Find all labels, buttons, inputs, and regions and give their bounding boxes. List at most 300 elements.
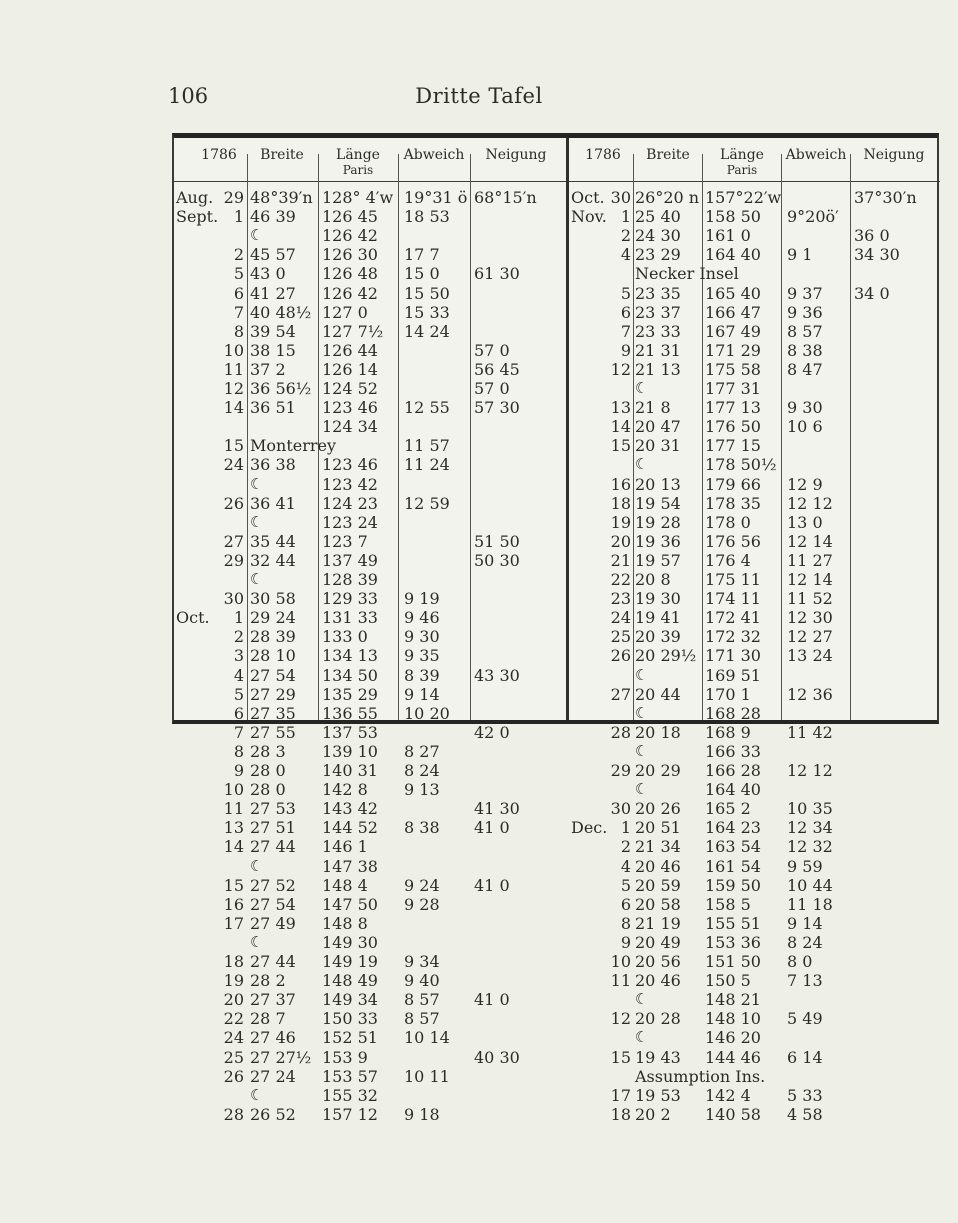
- table-row: [174, 207, 566, 227]
- cell-laenge: 153 36: [705, 932, 761, 952]
- cell-day: 8: [233, 321, 244, 341]
- table-row: [174, 1105, 566, 1125]
- cell-laenge: 126 42: [322, 226, 378, 246]
- col-header-breite: Breite: [646, 147, 690, 163]
- cell-laenge: 144 52: [322, 818, 378, 838]
- table-row: [174, 1028, 566, 1048]
- table-row: [174, 322, 566, 342]
- cell-day: 5: [233, 684, 244, 704]
- table-row: [569, 1105, 940, 1125]
- table-row: [569, 704, 940, 724]
- cell-breite: 19 41: [635, 608, 681, 628]
- table-row: [174, 360, 566, 380]
- cell-breite: 20 47: [635, 417, 681, 437]
- cell-day: 9: [620, 932, 631, 952]
- page-title: Dritte Tafel: [415, 84, 543, 108]
- table-row: [174, 646, 566, 666]
- cell-month: Sept.: [176, 207, 219, 227]
- table-row: [569, 857, 940, 877]
- table-row: [569, 264, 940, 284]
- table-row: [569, 341, 940, 361]
- table-row: [569, 455, 940, 475]
- cell-abweich: 9 34: [404, 952, 440, 971]
- table-row: [174, 494, 566, 514]
- cell-laenge: 166 47: [705, 302, 761, 322]
- cell-laenge: 123 7: [322, 531, 368, 551]
- cell-day: 13: [223, 818, 244, 838]
- cell-neigung: 43 30: [474, 665, 520, 685]
- cell-abweich: 9 30: [787, 398, 823, 418]
- cell-laenge: 174 11: [705, 589, 761, 609]
- cell-abweich: 10 35: [787, 799, 833, 819]
- cell-breite: 27 54: [250, 894, 296, 914]
- cell-neigung: 50 30: [474, 550, 520, 570]
- table-right-half: [566, 138, 940, 1124]
- data-table: [172, 133, 939, 1124]
- cell-abweich: 9 14: [404, 684, 440, 704]
- cell-laenge: 164 23: [705, 818, 761, 838]
- cell-breite: 19 43: [635, 1047, 681, 1067]
- cell-abweich: 9 28: [404, 894, 440, 914]
- cell-abweich: 13 0: [787, 512, 823, 532]
- cell-laenge: 175 58: [705, 359, 761, 379]
- cell-laenge: 169 51: [705, 665, 761, 685]
- cell-breite: 29 24: [250, 608, 296, 628]
- table-row: [569, 360, 940, 380]
- cell-breite: 27 27½: [250, 1047, 312, 1067]
- cell-abweich: 8 38: [787, 340, 823, 360]
- table-row: [174, 475, 566, 495]
- cell-abweich: 11 24: [404, 455, 450, 475]
- cell-laenge: 149 30: [322, 932, 378, 952]
- cell-breite: 27 52: [250, 875, 296, 895]
- cell-laenge: 139 10: [322, 741, 378, 761]
- cell-day: 11: [223, 799, 244, 819]
- col-header-abweich: Abweich: [785, 147, 847, 163]
- cell-abweich: 8 47: [787, 359, 823, 379]
- cell-abweich: 9 46: [404, 608, 440, 628]
- cell-laenge: 140 31: [322, 761, 378, 780]
- cell-day: 15: [610, 436, 631, 456]
- table-row: [174, 666, 566, 686]
- cell-day: 26: [610, 646, 631, 666]
- cell-laenge: 177 15: [705, 436, 761, 456]
- table-row: [174, 341, 566, 361]
- cell-breite: ☾: [635, 455, 649, 474]
- cell-abweich: 13 24: [787, 646, 833, 666]
- table-row: [569, 245, 940, 265]
- cell-abweich: 11 52: [787, 589, 833, 609]
- cell-breite: 27 24: [250, 1066, 296, 1086]
- cell-abweich: 6 14: [787, 1047, 823, 1067]
- cell-laenge: 172 41: [705, 608, 761, 628]
- cell-breite: ☾: [635, 990, 649, 1009]
- col-header-breite: Breite: [260, 147, 304, 163]
- cell-laenge: 127 0: [322, 302, 368, 322]
- cell-day: 6: [620, 894, 631, 914]
- table-row: [174, 417, 566, 437]
- table-row: [174, 1009, 566, 1029]
- cell-laenge: 176 4: [705, 550, 751, 570]
- cell-neigung: 41 0: [474, 875, 510, 895]
- cell-day: 29: [223, 188, 244, 207]
- cell-laenge: 126 14: [322, 359, 378, 379]
- cell-laenge: 150 33: [322, 1009, 378, 1029]
- cell-day: 17: [610, 1085, 631, 1105]
- cell-day: 30: [610, 799, 631, 819]
- table-row: [174, 436, 566, 456]
- table-row: [174, 761, 566, 781]
- cell-month: Aug.: [176, 188, 214, 207]
- cell-breite: ☾: [635, 703, 649, 722]
- cell-breite: 27 44: [250, 952, 296, 971]
- table-row: [174, 284, 566, 304]
- cell-laenge: 158 5: [705, 894, 751, 914]
- cell-abweich: 14 24: [404, 321, 450, 341]
- cell-laenge: 128° 4′w: [322, 188, 394, 207]
- paris-label: Paris: [726, 163, 758, 177]
- cell-neigung: 34 0: [854, 283, 890, 303]
- cell-breite: 27 37: [250, 990, 296, 1010]
- cell-breite: Assumption Ins.: [635, 1066, 766, 1086]
- cell-breite: 39 54: [250, 321, 296, 341]
- cell-laenge: 126 48: [322, 264, 378, 284]
- cell-abweich: 12 55: [404, 398, 450, 418]
- cell-laenge: 123 42: [322, 474, 378, 494]
- cell-abweich: 9 37: [787, 283, 823, 303]
- cell-day: 2: [620, 837, 631, 857]
- cell-abweich: 17 7: [404, 245, 440, 265]
- table-row: [569, 1067, 940, 1087]
- cell-laenge: 134 50: [322, 665, 378, 685]
- cell-breite: 32 44: [250, 550, 296, 570]
- table-row: [174, 627, 566, 647]
- cell-laenge: 157 12: [322, 1104, 378, 1124]
- table-row: [174, 532, 566, 552]
- cell-breite: 48°39′n: [250, 188, 313, 207]
- cell-breite: 20 59: [635, 875, 681, 895]
- cell-laenge: 177 31: [705, 379, 761, 398]
- cell-breite: ☾: [250, 570, 264, 588]
- table-left-half: [174, 138, 566, 1124]
- cell-day: 15: [223, 875, 244, 895]
- cell-laenge: 177 13: [705, 398, 761, 418]
- cell-day: 28: [223, 1104, 244, 1124]
- cell-breite: 19 30: [635, 589, 681, 609]
- cell-day: 1: [233, 608, 244, 628]
- cell-day: 10: [610, 952, 631, 971]
- table-row: [569, 436, 940, 456]
- cell-breite: ☾: [635, 665, 649, 684]
- cell-day: 18: [223, 952, 244, 971]
- cell-laenge: 148 21: [705, 990, 761, 1010]
- cell-day: 7: [233, 722, 244, 742]
- cell-laenge: 167 49: [705, 321, 761, 341]
- cell-laenge: 123 46: [322, 398, 378, 418]
- cell-abweich: 5 33: [787, 1085, 823, 1105]
- table-row: [569, 952, 940, 972]
- table-row: [569, 761, 940, 781]
- cell-laenge: 178 0: [705, 512, 751, 532]
- cell-day: 7: [233, 302, 244, 322]
- cell-laenge: 140 58: [705, 1104, 761, 1124]
- cell-breite: ☾: [250, 226, 264, 245]
- cell-abweich: 19°31 ö: [404, 188, 468, 207]
- table-row: [174, 551, 566, 571]
- cell-abweich: 12 12: [787, 493, 833, 513]
- table-row: [569, 1028, 940, 1048]
- cell-breite: 27 51: [250, 818, 296, 838]
- cell-laenge: 142 4: [705, 1085, 751, 1105]
- cell-day: 10: [223, 340, 244, 360]
- cell-day: 1: [620, 818, 631, 838]
- table-row: [174, 723, 566, 743]
- cell-laenge: 159 50: [705, 875, 761, 895]
- cell-laenge: 176 50: [705, 417, 761, 437]
- cell-day: 30: [223, 589, 244, 609]
- table-row: [174, 914, 566, 934]
- cell-laenge: 133 0: [322, 627, 368, 647]
- table-row: [569, 551, 940, 571]
- cell-day: 11: [610, 971, 631, 991]
- cell-abweich: 12 36: [787, 684, 833, 704]
- cell-breite: ☾: [250, 1085, 264, 1104]
- cell-breite: 28 2: [250, 971, 286, 991]
- cell-abweich: 9 35: [404, 646, 440, 666]
- cell-breite: 25 40: [635, 207, 681, 227]
- cell-breite: 40 48½: [250, 302, 312, 322]
- page-number: 106: [168, 84, 209, 108]
- cell-breite: 26°20 n: [635, 188, 700, 207]
- cell-breite: 20 31: [635, 436, 681, 456]
- cell-laenge: 164 40: [705, 245, 761, 265]
- cell-breite: 20 8: [635, 570, 671, 589]
- cell-breite: 46 39: [250, 207, 296, 227]
- cell-day: 4: [620, 245, 631, 265]
- cell-neigung: 68°15′n: [474, 188, 537, 207]
- cell-laenge: 131 33: [322, 608, 378, 628]
- cell-laenge: 124 52: [322, 379, 378, 398]
- table-row: [569, 379, 940, 399]
- cell-day: 12: [610, 1009, 631, 1029]
- cell-breite: 20 58: [635, 894, 681, 914]
- table-row: [569, 723, 940, 743]
- cell-day: 26: [223, 1066, 244, 1086]
- table-row: [174, 780, 566, 800]
- cell-laenge: 137 53: [322, 722, 378, 742]
- cell-laenge: 153 9: [322, 1047, 368, 1067]
- table-row: [569, 1086, 940, 1106]
- cell-breite: 20 51: [635, 818, 681, 838]
- table-row: [174, 1048, 566, 1068]
- cell-day: 13: [610, 398, 631, 418]
- cell-breite: 36 56½: [250, 379, 312, 398]
- table-row: [174, 837, 566, 857]
- table-row: [569, 322, 940, 342]
- table-row: [569, 570, 940, 590]
- cell-breite: 20 13: [635, 474, 681, 494]
- cell-day: 5: [620, 283, 631, 303]
- cell-laenge: 172 32: [705, 627, 761, 647]
- table-row: [569, 895, 940, 915]
- table-row: [569, 971, 940, 991]
- cell-laenge: 168 9: [705, 722, 751, 742]
- cell-laenge: 157°22′w: [705, 188, 782, 207]
- cell-neigung: 40 30: [474, 1047, 520, 1067]
- cell-abweich: 9 59: [787, 856, 823, 876]
- cell-abweich: 18 53: [404, 207, 450, 227]
- cell-breite: 20 18: [635, 722, 681, 742]
- table-row: [174, 226, 566, 246]
- cell-neigung: 61 30: [474, 264, 520, 284]
- cell-day: 17: [223, 913, 244, 933]
- table-row: [174, 608, 566, 628]
- cell-neigung: 56 45: [474, 359, 520, 379]
- cell-breite: Monterrey: [250, 436, 337, 456]
- cell-neigung: 57 30: [474, 398, 520, 418]
- cell-laenge: 135 29: [322, 684, 378, 704]
- cell-breite: 27 53: [250, 799, 296, 819]
- cell-breite: 20 39: [635, 627, 681, 647]
- laenge-label: Länge: [336, 147, 380, 163]
- cell-laenge: 123 24: [322, 512, 378, 532]
- cell-abweich: 12 30: [787, 608, 833, 628]
- cell-abweich: 12 9: [787, 474, 823, 494]
- table-row: [569, 532, 940, 552]
- cell-day: 20: [610, 531, 631, 551]
- cell-abweich: 9°20ö′: [787, 207, 839, 227]
- cell-day: 10: [223, 780, 244, 800]
- cell-abweich: 9 40: [404, 971, 440, 991]
- cell-day: 8: [620, 913, 631, 933]
- cell-laenge: 179 66: [705, 474, 761, 494]
- cell-breite: 37 2: [250, 359, 286, 379]
- cell-laenge: 161 0: [705, 226, 751, 246]
- cell-breite: 27 46: [250, 1028, 296, 1048]
- cell-breite: 20 56: [635, 952, 681, 971]
- table-row: [174, 742, 566, 762]
- cell-breite: 20 28: [635, 1009, 681, 1029]
- cell-day: 24: [223, 455, 244, 475]
- cell-breite: 35 44: [250, 531, 296, 551]
- col-header-year: 1786: [585, 147, 621, 163]
- cell-breite: Necker Insel: [635, 264, 739, 284]
- cell-breite: 28 0: [250, 780, 286, 800]
- table-row: [569, 666, 940, 686]
- cell-abweich: 8 27: [404, 741, 440, 761]
- cell-abweich: 9 18: [404, 1104, 440, 1124]
- cell-laenge: 123 46: [322, 455, 378, 475]
- cell-abweich: 9 36: [787, 302, 823, 322]
- cell-breite: ☾: [250, 932, 264, 951]
- cell-breite: 19 57: [635, 550, 681, 570]
- col-header-neigung: Neigung: [863, 147, 925, 163]
- cell-breite: 21 34: [635, 837, 681, 857]
- cell-breite: 21 31: [635, 340, 681, 360]
- cell-day: 21: [610, 550, 631, 570]
- cell-abweich: 15 0: [404, 264, 440, 284]
- cell-laenge: 153 57: [322, 1066, 378, 1086]
- cell-neigung: 34 30: [854, 245, 900, 265]
- cell-abweich: 5 49: [787, 1009, 823, 1029]
- cell-month: Oct.: [176, 608, 210, 628]
- cell-day: 26: [223, 493, 244, 513]
- cell-laenge: 164 40: [705, 780, 761, 800]
- cell-laenge: 155 51: [705, 913, 761, 933]
- cell-breite: 21 8: [635, 398, 671, 418]
- cell-day: 9: [233, 761, 244, 780]
- cell-laenge: 171 29: [705, 340, 761, 360]
- table-row: [569, 837, 940, 857]
- cell-day: 5: [620, 875, 631, 895]
- cell-day: 2: [233, 245, 244, 265]
- cell-abweich: 12 14: [787, 531, 833, 551]
- cell-breite: 23 29: [635, 245, 681, 265]
- cell-day: 27: [610, 684, 631, 704]
- cell-breite: 28 3: [250, 741, 286, 761]
- cell-breite: 20 44: [635, 684, 681, 704]
- cell-laenge: 165 2: [705, 799, 751, 819]
- cell-abweich: 8 57: [404, 990, 440, 1010]
- cell-day: 23: [610, 589, 631, 609]
- cell-day: 24: [223, 1028, 244, 1048]
- table-row: [569, 1009, 940, 1029]
- cell-abweich: 8 38: [404, 818, 440, 838]
- table-row: [569, 627, 940, 647]
- cell-breite: 19 36: [635, 531, 681, 551]
- cell-laenge: 146 1: [322, 837, 368, 857]
- cell-breite: 20 46: [635, 856, 681, 876]
- cell-breite: 20 49: [635, 932, 681, 952]
- cell-month: Dec.: [571, 818, 608, 838]
- cell-day: 15: [610, 1047, 631, 1067]
- cell-abweich: 11 57: [404, 436, 450, 456]
- cell-day: 27: [223, 531, 244, 551]
- cell-neigung: 41 0: [474, 818, 510, 838]
- cell-breite: 23 37: [635, 302, 681, 322]
- cell-breite: 23 33: [635, 321, 681, 341]
- cell-breite: ☾: [250, 512, 264, 531]
- cell-day: 6: [233, 283, 244, 303]
- cell-laenge: 152 51: [322, 1028, 378, 1048]
- table-row: [174, 799, 566, 819]
- cell-breite: 21 13: [635, 359, 681, 379]
- cell-laenge: 128 39: [322, 570, 378, 589]
- cell-laenge: 161 54: [705, 856, 761, 876]
- cell-day: 19: [610, 512, 631, 532]
- cell-abweich: 8 24: [404, 761, 440, 780]
- cell-abweich: 9 1: [787, 245, 813, 265]
- table-row: [569, 303, 940, 323]
- cell-day: 19: [223, 971, 244, 991]
- table-row: [174, 971, 566, 991]
- cell-day: 22: [223, 1009, 244, 1029]
- cell-breite: 28 39: [250, 627, 296, 647]
- cell-laenge: 158 50: [705, 207, 761, 227]
- cell-laenge: 149 19: [322, 952, 378, 971]
- cell-laenge: 148 4: [322, 875, 368, 895]
- table-row: [174, 264, 566, 284]
- cell-breite: 19 53: [635, 1085, 681, 1105]
- cell-abweich: 12 14: [787, 570, 833, 589]
- table-row: [569, 990, 940, 1010]
- cell-breite: 45 57: [250, 245, 296, 265]
- cell-abweich: 11 27: [787, 550, 833, 570]
- table-row: [569, 799, 940, 819]
- table-row: [174, 876, 566, 896]
- cell-day: 18: [610, 493, 631, 513]
- cell-abweich: 10 44: [787, 875, 833, 895]
